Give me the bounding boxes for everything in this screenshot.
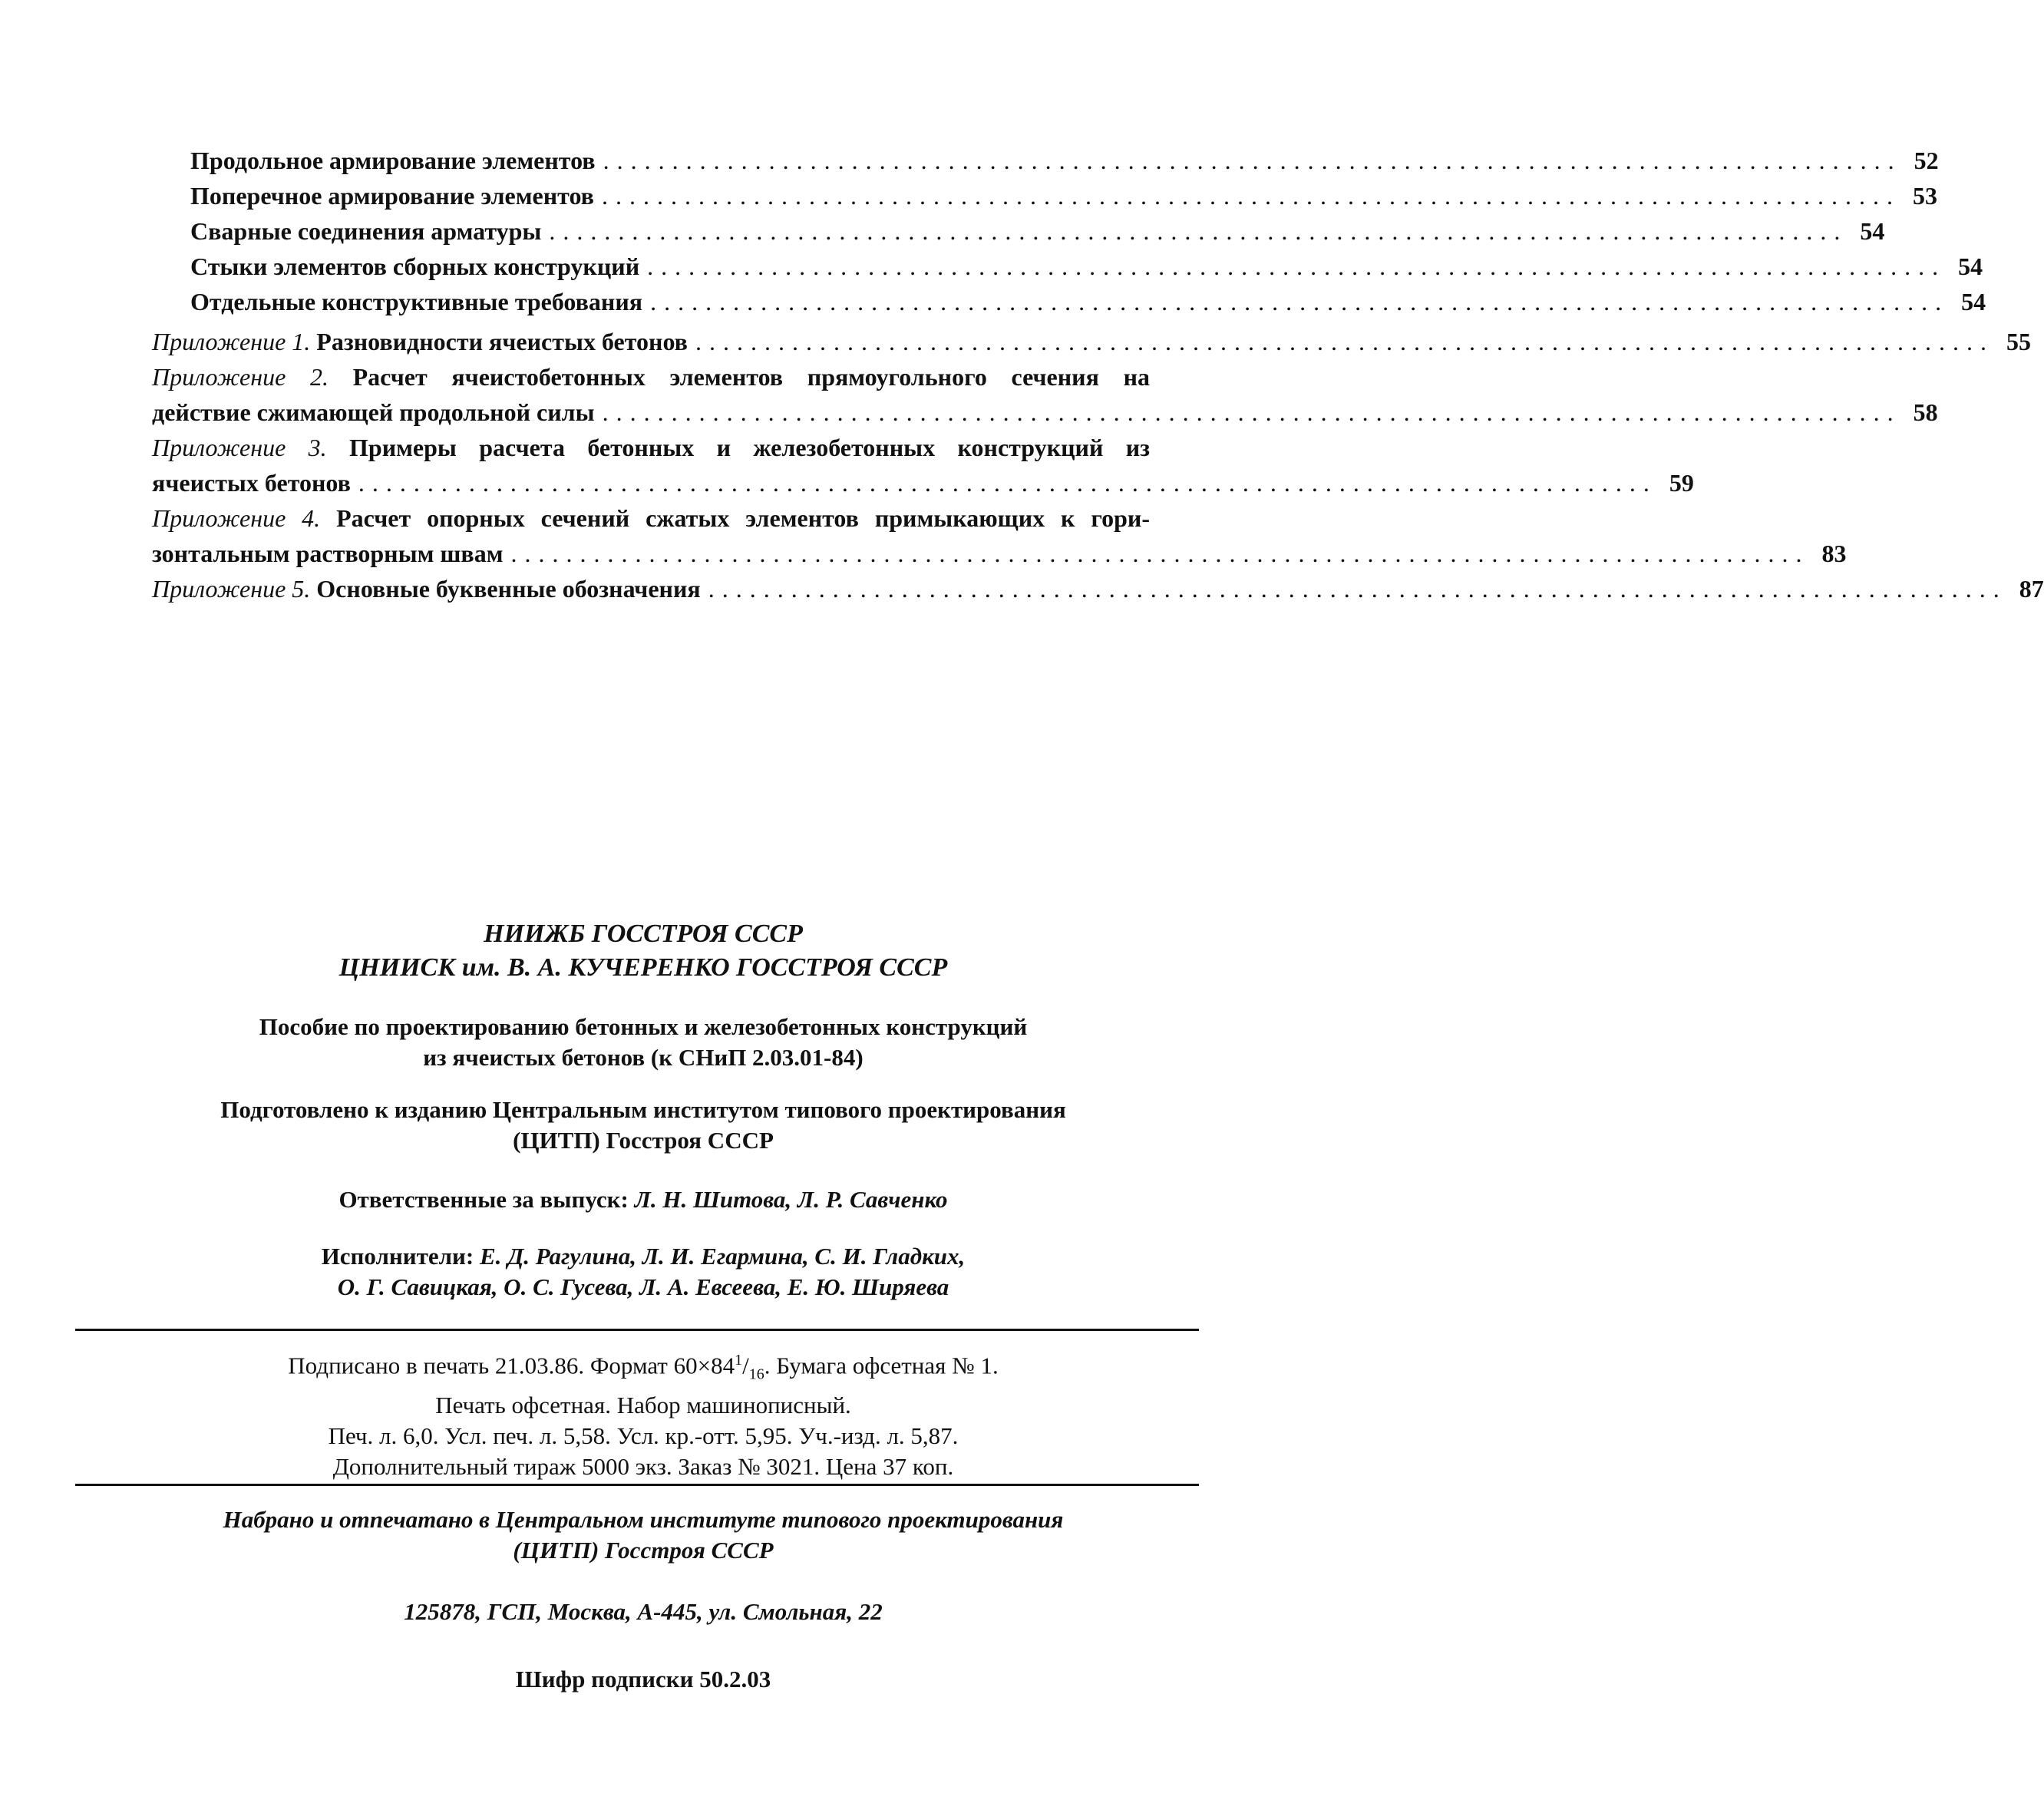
authors-names: О. Г. Савицкая, О. С. Гусева, Л. А. Евсеева, Е. Ю. Ширяева bbox=[337, 1273, 949, 1300]
toc-page-number: 59 bbox=[1669, 469, 1694, 497]
toc-page-number: 52 bbox=[1914, 147, 1939, 174]
toc-dot-leader: .............................................................................................. bbox=[510, 540, 1810, 567]
printed-line: Набрано и отпечатано в Центральном институте типового проектирования bbox=[223, 1506, 1064, 1533]
appendix-label: Приложение 4. bbox=[152, 504, 321, 532]
pub-line: Дополнительный тираж 5000 экз. Заказ № 3021. Цена 37 коп. bbox=[332, 1452, 954, 1480]
toc-entry[interactable] bbox=[152, 249, 1983, 284]
toc-dot-leader: .............................................................................................. bbox=[602, 398, 1901, 426]
appendix-title-line1: Расчет опорных сечений сжатых элементов примыкающих к гори- bbox=[336, 504, 1151, 532]
toc-entry-title: Поперечное армирование элементов bbox=[190, 182, 594, 210]
toc-appendix-5[interactable] bbox=[152, 571, 2044, 606]
appendix-label: Приложение 1. bbox=[152, 328, 311, 355]
prepared-line: (ЦИТП) Госстроя СССР bbox=[513, 1127, 774, 1154]
appendix-label: Приложение 5. bbox=[152, 575, 311, 603]
pub-line: Печать офсетная. Набор машинописный. bbox=[435, 1391, 851, 1418]
responsible-label: Ответственные за выпуск: bbox=[338, 1186, 629, 1213]
prepared-by bbox=[0, 1095, 1286, 1156]
institutes bbox=[0, 917, 1286, 985]
toc-page-number: 54 bbox=[1958, 253, 1983, 280]
publication-title bbox=[0, 1012, 1286, 1073]
printed-by bbox=[0, 1504, 1286, 1566]
appendix-title-line2: зонтальным растворным швам bbox=[152, 540, 504, 567]
toc-dot-leader: .............................................................................................. bbox=[549, 217, 1848, 245]
divider-line bbox=[75, 1329, 1199, 1331]
toc-page-number: 54 bbox=[1961, 288, 1986, 315]
appendix-title-line1: Расчет ячеистобетонных элементов прямоугольного сечения на bbox=[352, 363, 1151, 391]
toc-appendix-3[interactable] bbox=[152, 430, 1694, 500]
appendix-label: Приложение 2. bbox=[152, 363, 329, 391]
publication-details bbox=[0, 1345, 1286, 1482]
toc-page-number: 54 bbox=[1860, 217, 1885, 245]
address: 125878, ГСП, Москва, А-445, ул. Смольная, 22 bbox=[404, 1598, 883, 1625]
institute-line: ЦНИИСК им. В. А. КУЧЕРЕНКО ГОССТРОЯ СССР bbox=[338, 953, 948, 982]
appendix-title-line2: действие сжимающей продольной силы bbox=[152, 398, 595, 426]
toc-appendix-4[interactable] bbox=[152, 500, 1847, 571]
toc-dot-leader: .............................................................................................. bbox=[601, 182, 1900, 210]
title-line: Пособие по проектированию бетонных и железобетонных конструкций bbox=[259, 1013, 1028, 1040]
title-line: из ячеистых бетонов (к СНиП 2.03.01-84) bbox=[423, 1044, 863, 1071]
institute-line: НИИЖБ ГОССТРОЯ СССР bbox=[484, 920, 803, 948]
toc-appendix-1[interactable] bbox=[152, 324, 2031, 359]
toc-entry-title: Сварные соединения арматуры bbox=[190, 217, 542, 245]
authors bbox=[0, 1241, 1286, 1303]
subscription-cipher: Шифр подписки 50.2.03 bbox=[515, 1666, 771, 1692]
responsible-names: Л. Н. Шитова, Л. Р. Савченко bbox=[634, 1186, 948, 1213]
toc-appendix-2[interactable] bbox=[152, 359, 1938, 430]
toc-page-number: 83 bbox=[1821, 540, 1847, 567]
toc-page-number: 87 bbox=[2019, 575, 2044, 603]
toc-entry[interactable] bbox=[152, 284, 1986, 319]
pub-line: Подписано в печать 21.03.86. Формат $60\times 84^1/_{16}$. Бумага офсетная № 1. bbox=[288, 1352, 999, 1383]
toc-dot-leader: .............................................................................................. bbox=[695, 328, 1994, 355]
prepared-line: Подготовлено к изданию Центральным институтом типового проектирования bbox=[220, 1096, 1066, 1123]
appendix-title-line1: Примеры расчета бетонных и железобетонных конструкций из bbox=[349, 434, 1151, 461]
appendix-label: Приложение 3. bbox=[152, 434, 327, 461]
toc-page-number: 58 bbox=[1913, 398, 1938, 426]
pub-line: Печ. л. 6,0. Усл. печ. л. 5,58. Усл. кр.-отт. 5,95. Уч.-изд. л. 5,87. bbox=[328, 1422, 959, 1449]
appendix-title: Основные буквенные обозначения bbox=[316, 575, 701, 603]
table-of-contents bbox=[152, 143, 2044, 606]
authors-label: Исполнители: bbox=[321, 1243, 474, 1270]
toc-entry-title: Отдельные конструктивные требования bbox=[190, 288, 643, 315]
toc-dot-leader: .............................................................................................. bbox=[358, 469, 1657, 497]
toc-dot-leader: .............................................................................................. bbox=[650, 288, 1950, 315]
appendix-title: Разновидности ячеистых бетонов bbox=[316, 328, 688, 355]
printed-line: (ЦИТП) Госстроя СССР bbox=[513, 1537, 774, 1564]
responsible-editors bbox=[0, 1184, 1286, 1215]
appendix-title-line2: ячеистых бетонов bbox=[152, 469, 351, 497]
authors-names: Е. Д. Рагулина, Л. И. Егармина, С. И. Гладких, bbox=[479, 1243, 966, 1270]
toc-entry-title: Продольное армирование элементов bbox=[190, 147, 596, 174]
toc-dot-leader: .............................................................................................. bbox=[603, 147, 1902, 174]
toc-entry[interactable] bbox=[152, 213, 1885, 249]
toc-entry[interactable] bbox=[152, 143, 1939, 178]
toc-dot-leader: .............................................................................................. bbox=[647, 253, 1947, 280]
toc-page-number: 53 bbox=[1912, 182, 1937, 210]
toc-entry-title: Стыки элементов сборных конструкций bbox=[190, 253, 640, 280]
toc-page-number: 55 bbox=[2006, 328, 2031, 355]
divider-line bbox=[75, 1484, 1199, 1486]
toc-dot-leader: .............................................................................................. bbox=[708, 575, 2007, 603]
toc-entry[interactable] bbox=[152, 178, 1937, 213]
